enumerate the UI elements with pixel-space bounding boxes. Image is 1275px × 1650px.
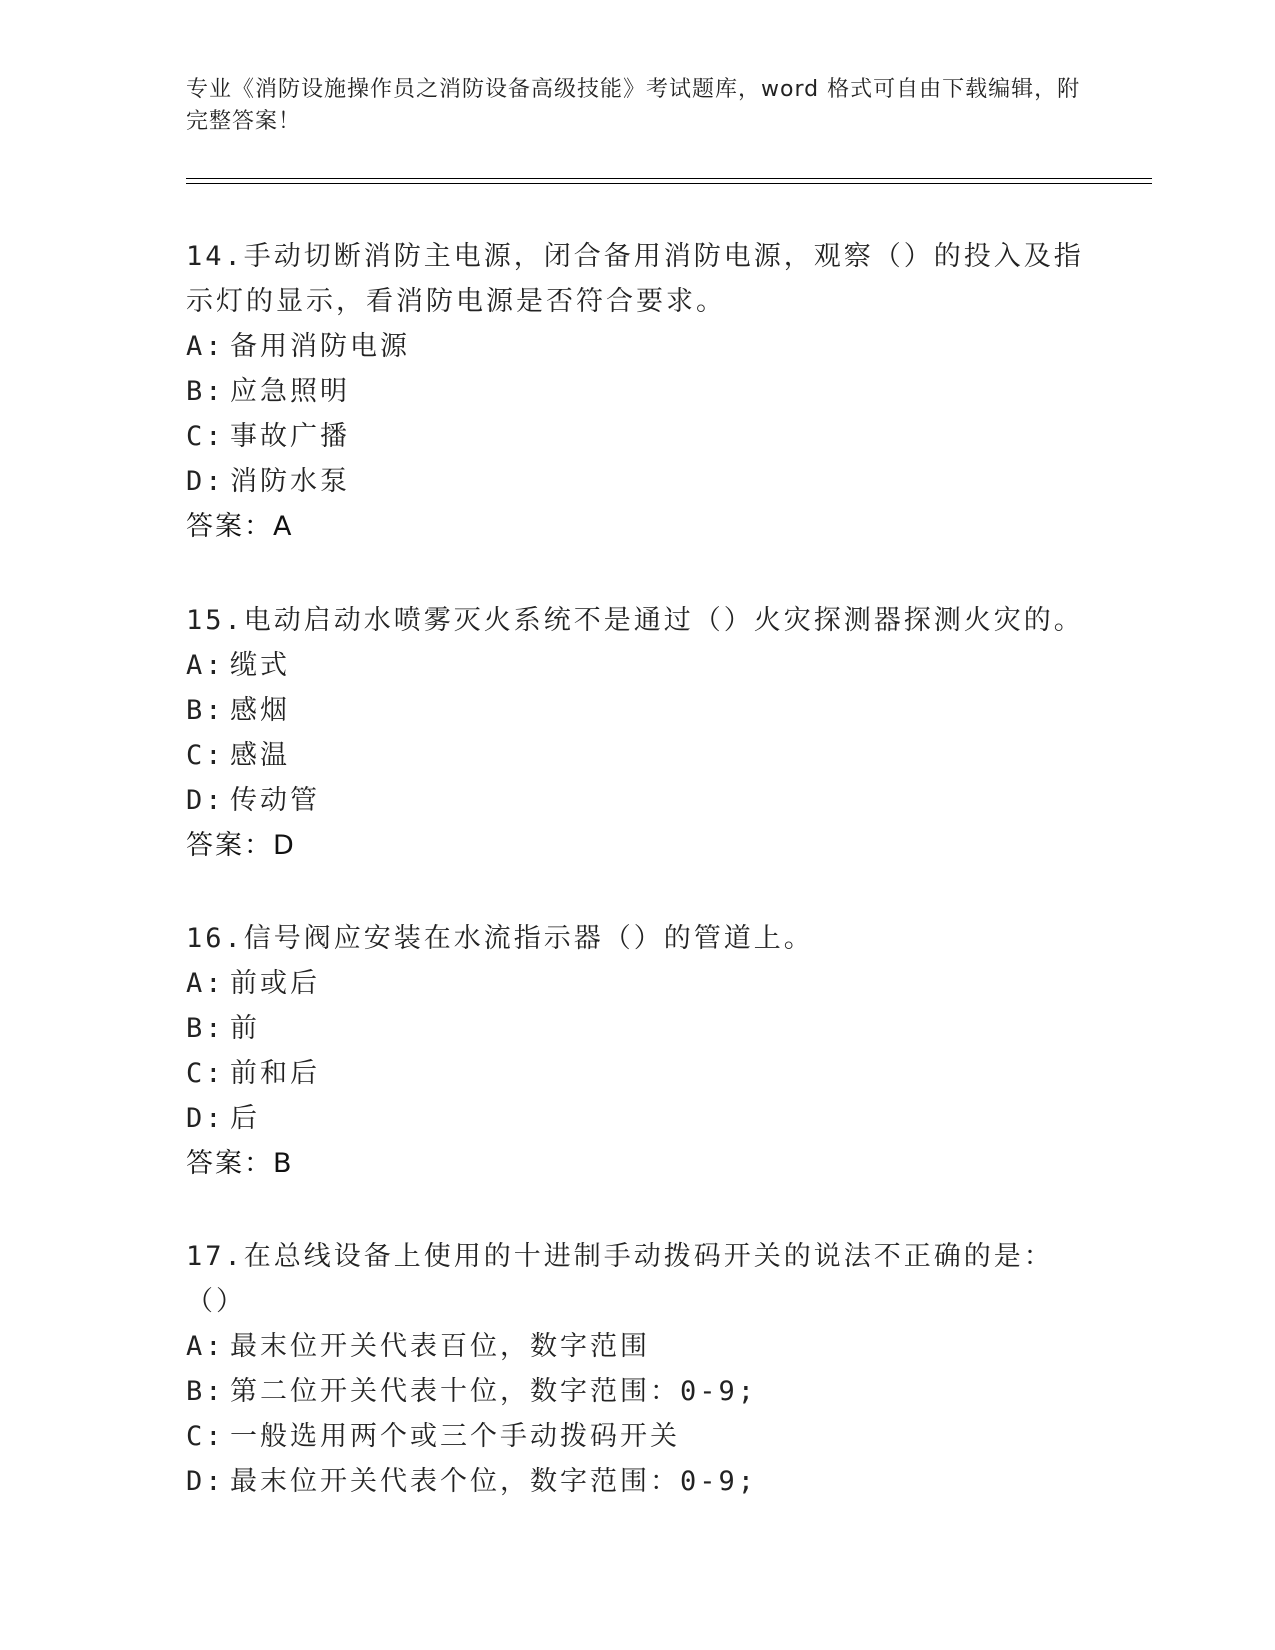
- option-letter: D:: [186, 1466, 225, 1497]
- answer-line: [186, 504, 1086, 549]
- answer-line: [186, 823, 1086, 868]
- question-16: [186, 916, 1086, 1186]
- option-text: 感温: [230, 740, 290, 771]
- option-a: [186, 961, 1086, 1006]
- option-letter: B:: [186, 1013, 225, 1044]
- option-letter: A:: [186, 331, 225, 362]
- answer-label: 答案：: [186, 1148, 273, 1179]
- question-text: [186, 234, 1086, 324]
- option-a: [186, 324, 1086, 369]
- question-body: 信号阀应安装在水流指示器（）的管道上。: [243, 923, 814, 954]
- option-text: 最末位开关代表个位，数字范围：0-9;: [230, 1466, 758, 1497]
- option-c: [186, 1051, 1086, 1096]
- answer-label: 答案：: [186, 830, 273, 861]
- option-letter: C:: [186, 1421, 225, 1452]
- question-14: [186, 234, 1086, 549]
- option-text: 前和后: [230, 1058, 320, 1089]
- question-body: 电动启动水喷雾灭火系统不是通过（）火灾探测器探测火灾的。: [243, 605, 1084, 636]
- option-letter: C:: [186, 740, 225, 771]
- option-letter: B:: [186, 695, 225, 726]
- question-17: [186, 1234, 1086, 1504]
- option-text: 感烟: [230, 695, 290, 726]
- option-text: 第二位开关代表十位，数字范围：0-9;: [230, 1376, 758, 1407]
- answer-value: A: [273, 511, 294, 542]
- option-text: 缆式: [230, 650, 290, 681]
- option-letter: C:: [186, 421, 225, 452]
- header-divider-bottom: [186, 183, 1152, 184]
- option-letter: A:: [186, 968, 225, 999]
- option-b: [186, 688, 1086, 733]
- question-text: [186, 598, 1086, 643]
- question-number: 17.: [186, 1241, 244, 1272]
- option-c: [186, 414, 1086, 459]
- option-letter: A:: [186, 650, 225, 681]
- option-text: 传动管: [230, 785, 320, 816]
- question-number: 15.: [186, 605, 244, 636]
- question-body: 手动切断消防主电源，闭合备用消防电源，观察（）的投入及指示灯的显示，看消防电源是否符合要求。: [186, 241, 1084, 317]
- option-letter: D:: [186, 785, 225, 816]
- option-d: [186, 778, 1086, 823]
- question-number: 14.: [186, 241, 244, 272]
- option-d: [186, 1096, 1086, 1141]
- option-b: [186, 1006, 1086, 1051]
- option-letter: B:: [186, 1376, 225, 1407]
- option-letter: D:: [186, 1103, 225, 1134]
- document-header: 专业《消防设施操作员之消防设备高级技能》考试题库，word 格式可自由下载编辑，附完整答案！: [186, 77, 1081, 134]
- option-letter: B:: [186, 376, 225, 407]
- option-a: [186, 643, 1086, 688]
- option-letter: A:: [186, 1331, 225, 1362]
- option-d: [186, 459, 1086, 504]
- question-number: 16.: [186, 923, 244, 954]
- question-text: [186, 916, 1086, 961]
- option-c: [186, 1414, 1086, 1459]
- option-text: 最末位开关代表百位，数字范围: [230, 1331, 650, 1362]
- option-b: [186, 369, 1086, 414]
- option-text: 备用消防电源: [230, 331, 410, 362]
- option-c: [186, 733, 1086, 778]
- option-text: 前: [230, 1013, 260, 1044]
- question-text: [186, 1234, 1086, 1324]
- option-b: [186, 1369, 1086, 1414]
- answer-value: D: [273, 830, 296, 861]
- option-letter: C:: [186, 1058, 225, 1089]
- option-text: 一般选用两个或三个手动拨码开关: [230, 1421, 680, 1452]
- option-a: [186, 1324, 1086, 1369]
- question-body: 在总线设备上使用的十进制手动拨码开关的说法不正确的是：（）: [186, 1241, 1054, 1317]
- answer-line: [186, 1141, 1086, 1186]
- header-divider-top: [186, 178, 1152, 179]
- option-text: 应急照明: [230, 376, 350, 407]
- answer-label: 答案：: [186, 511, 273, 542]
- option-text: 消防水泵: [230, 466, 350, 497]
- option-text: 后: [230, 1103, 260, 1134]
- option-d: [186, 1459, 1086, 1504]
- question-15: [186, 598, 1086, 868]
- answer-value: B: [273, 1148, 294, 1179]
- option-text: 事故广播: [230, 421, 350, 452]
- option-letter: D:: [186, 466, 225, 497]
- option-text: 前或后: [230, 968, 320, 999]
